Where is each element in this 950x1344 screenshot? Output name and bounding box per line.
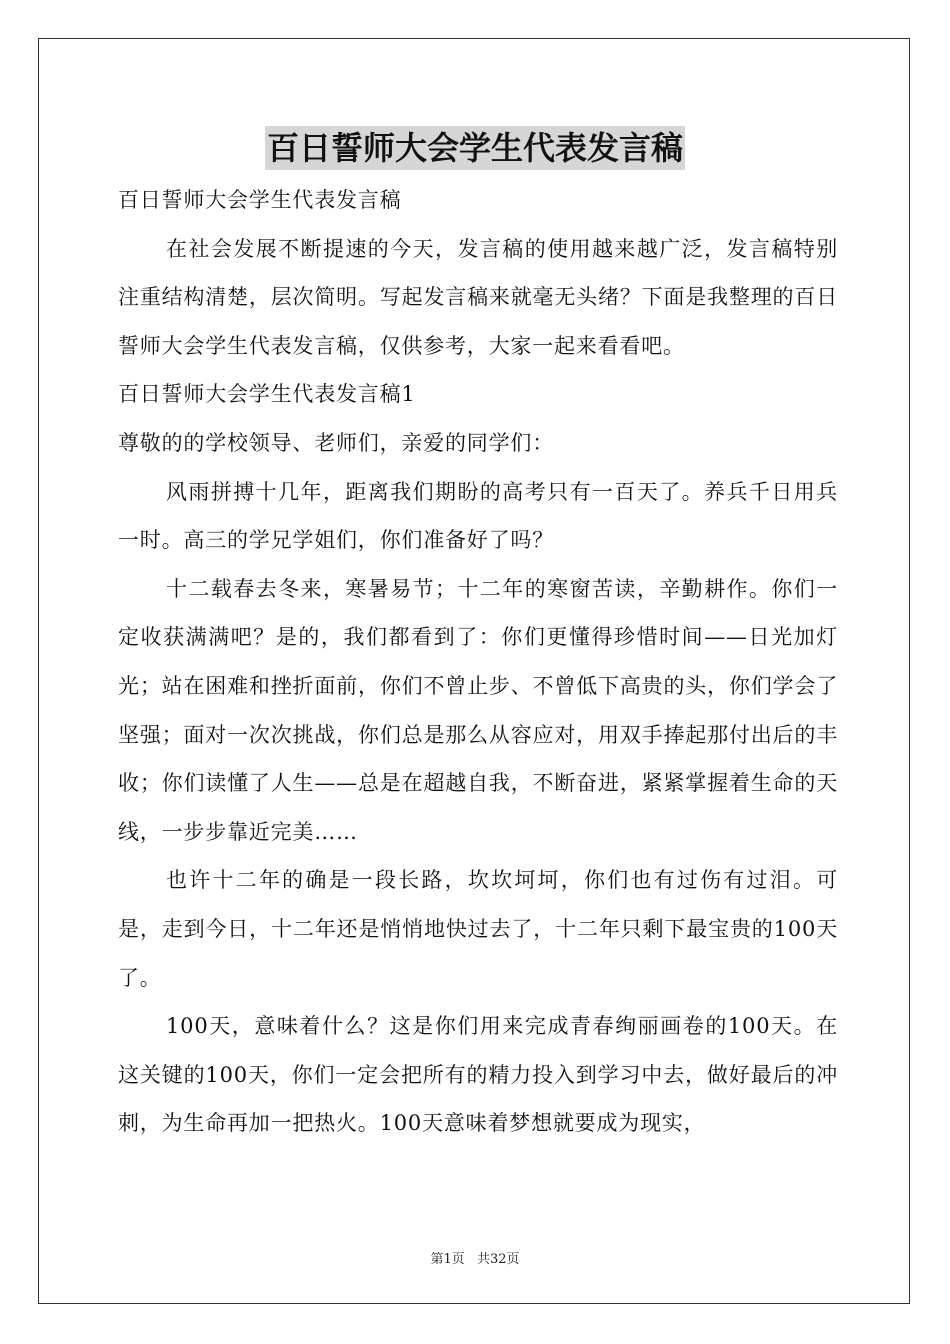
title-container [0, 126, 950, 170]
document-body [118, 176, 838, 1148]
paragraph-body-2: 十二载春去冬来，寒暑易节；十二年的寒窗苦读，辛勤耕作。你们一定收获满满吧？是的，我们都看到了：你们更懂得珍惜时间——日光加灯光；站在困难和挫折面前，你们不曾止步、不曾低下高贵的头，你们学会了坚强；面对一次次挑战，你们总是那么从容应对，用双手捧起那付出后的丰收；你们读懂了人生——总是在超越自我，不断奋进，紧紧掌握着生命的天线，一步步靠近完美…… [118, 576, 838, 844]
paragraph-body-1: 风雨拼搏十几年，距离我们期盼的高考只有一百天了。养兵千日用兵一时。高三的学兄学姐们，你们准备好了吗？ [118, 479, 838, 553]
paragraph-section-heading: 百日誓师大会学生代表发言稿1 [118, 382, 416, 407]
paragraph-intro: 在社会发展不断提速的今天，发言稿的使用越来越广泛，发言稿特别注重结构清楚，层次简明。写起发言稿来就毫无头绪？下面是我整理的百日誓师大会学生代表发言稿，仅供参考，大家一起来看看吧。 [118, 236, 838, 358]
page-total: 共32页 [476, 1252, 520, 1267]
paragraph-body-4: 100天，意味着什么？这是你们用来完成青春绚丽画卷的100天。在这关键的100天，你们一定会把所有的精力投入到学习中去，做好最后的冲刺，为生命再加一把热火。100天意味着梦想就要成为现实， [118, 1014, 838, 1136]
paragraph-body-3: 也许十二年的确是一段长路，坎坎坷坷，你们也有过伤有过泪。可是，走到今日，十二年还是悄悄地快过去了，十二年只剩下最宝贵的100天了。 [118, 868, 838, 990]
paragraph-subtitle: 百日誓师大会学生代表发言稿 [118, 188, 402, 212]
document-title: 百日誓师大会学生代表发言稿 [265, 126, 685, 170]
page-number: 第1页 [430, 1252, 465, 1267]
paragraph-salutation: 尊敬的的学校领导、老师们，亲爱的同学们： [118, 430, 554, 455]
page-footer [0, 1248, 950, 1267]
